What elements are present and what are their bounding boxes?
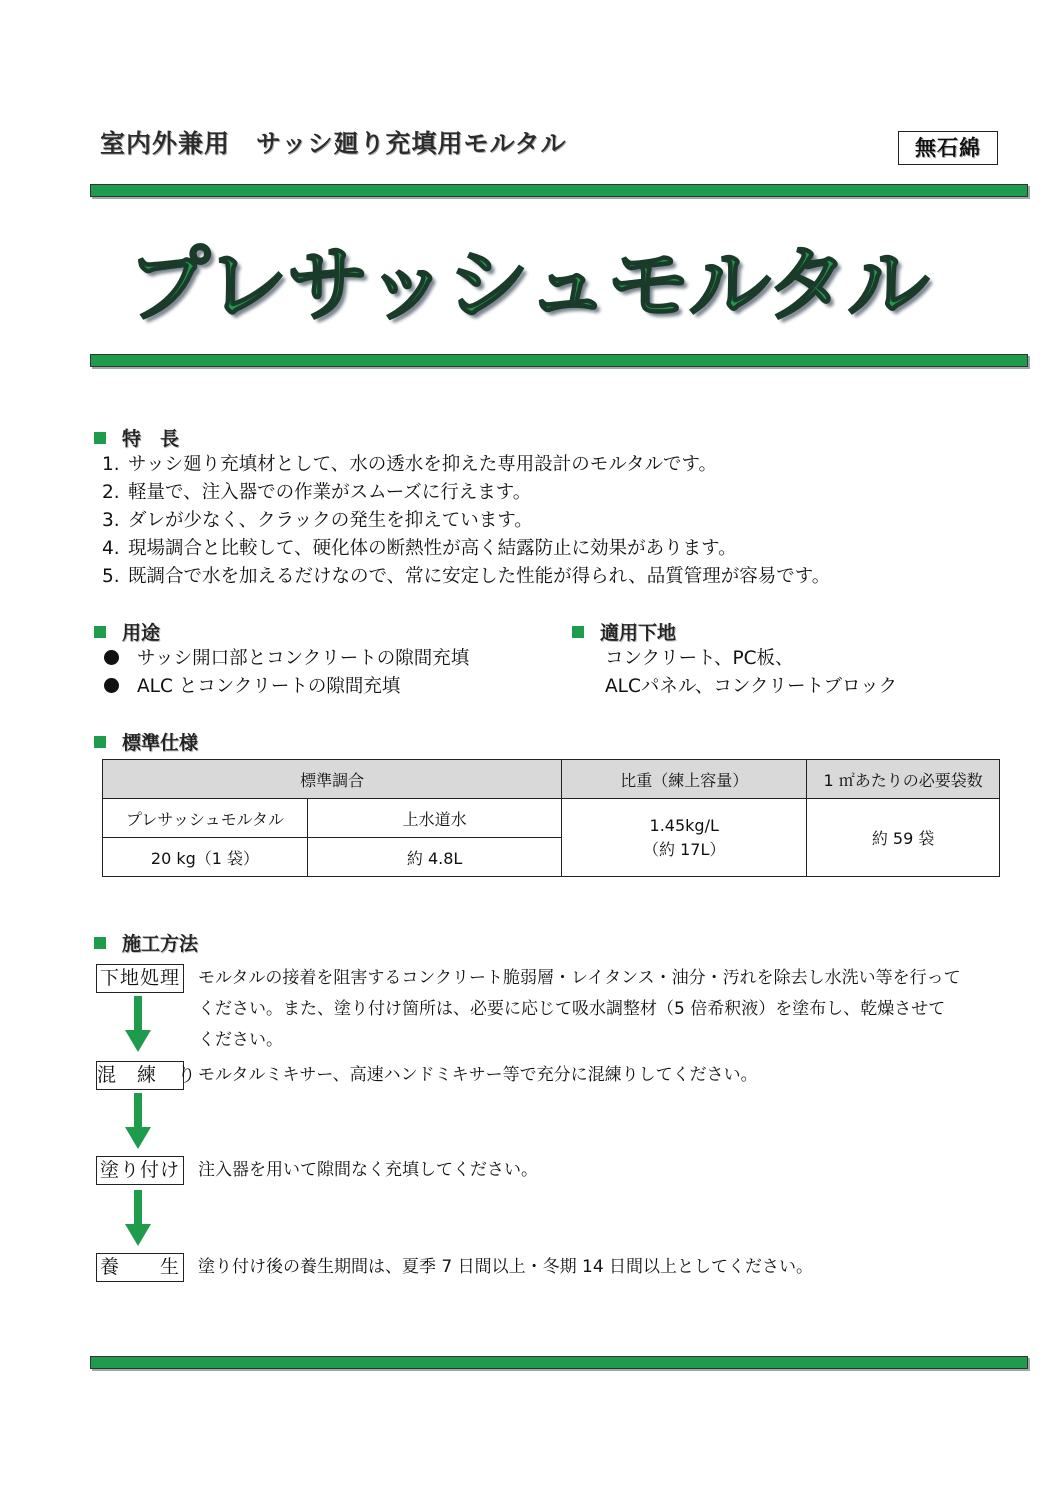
asbestos-free-badge: 無石綿	[898, 131, 998, 165]
title-divider-bar	[90, 354, 1028, 367]
bottom-divider-bar	[90, 1356, 1028, 1369]
feature-item-1: 1. サッシ廻り充填材として、水の透水を抑えた専用設計のモルタルです。	[102, 454, 718, 475]
section-square-icon	[94, 626, 106, 638]
step-label-preparation: 下地処理	[96, 964, 184, 993]
arrow-down-icon	[124, 996, 152, 1052]
header-gravity: 比重（練上容量）	[562, 760, 807, 799]
product-subtitle: 室内外兼用 サッシ廻り充填用モルタル	[100, 129, 567, 158]
spec-header-row	[103, 760, 1000, 799]
step-desc-preparation: モルタルの接着を阻害するコンクリート脆弱層・レイタンス・油分・汚れを除去し水洗い等を行って ください。また、塗り付け箇所は、必要に応じて吸水調整材（5 倍希釈液）を塗布し、乾燥させて ください。	[198, 968, 961, 1050]
cell-weight: 20 kg（1 袋）	[103, 838, 308, 877]
arrow-down-icon	[124, 1093, 152, 1149]
arrow-down-icon	[124, 1190, 152, 1246]
step-desc-mixing: モルタルミキサー、高速ハンドミキサー等で充分に混練りしてください。	[198, 1065, 758, 1085]
header-mix: 標準調合	[103, 760, 562, 799]
section-square-icon	[94, 736, 106, 748]
cell-bags: 約 59 袋	[807, 799, 1000, 877]
cell-water-amount: 約 4.8L	[308, 838, 562, 877]
table-row	[103, 799, 1000, 838]
substrate-line-2: ALCパネル、コンクリートブロック	[605, 676, 898, 697]
features-heading: 特 長	[94, 424, 179, 451]
product-title: プレサッシュモルタル	[128, 238, 929, 333]
method-heading: 施工方法	[94, 929, 198, 956]
header-bags: 1 ㎡あたりの必要袋数	[807, 760, 1000, 799]
step-label-application: 塗り付け	[96, 1156, 184, 1185]
top-divider-bar	[90, 184, 1028, 197]
bullet-icon	[104, 650, 119, 665]
cell-water: 上水道水	[308, 799, 562, 838]
feature-item-5: 5. 既調合で水を加えるだけなので、常に安定した性能が得られ、品質管理が容易です。	[102, 566, 831, 587]
spec-heading: 標準仕様	[94, 728, 198, 755]
step-desc-curing: 塗り付け後の養生期間は、夏季 7 日間以上・冬期 14 日間以上としてください。	[198, 1257, 814, 1277]
bullet-icon	[104, 678, 119, 693]
uses-heading: 用途	[94, 618, 160, 645]
step-label-mixing: 混 練 り	[96, 1061, 184, 1090]
step-label-curing: 養 生	[96, 1253, 184, 1282]
use-item-2: ALC とコンクリートの隙間充填	[104, 672, 400, 698]
feature-item-3: 3. ダレが少なく、クラックの発生を抑えています。	[102, 510, 533, 531]
use-item-1: サッシ開口部とコンクリートの隙間充填	[104, 644, 469, 670]
cell-gravity: 1.45kg/L （約 17L）	[562, 799, 807, 877]
cell-product: プレサッシュモルタル	[103, 799, 308, 838]
substrate-line-1: コンクリート、PC板、	[605, 648, 794, 669]
feature-item-4: 4. 現場調合と比較して、硬化体の断熱性が高く結露防止に効果があります。	[102, 538, 737, 559]
section-square-icon	[572, 626, 584, 638]
feature-item-2: 2. 軽量で、注入器での作業がスムーズに行えます。	[102, 482, 532, 503]
spec-table	[102, 759, 1000, 877]
section-square-icon	[94, 937, 106, 949]
step-desc-application: 注入器を用いて隙間なく充填してください。	[198, 1160, 538, 1180]
section-square-icon	[94, 432, 106, 444]
substrates-heading: 適用下地	[572, 618, 676, 645]
